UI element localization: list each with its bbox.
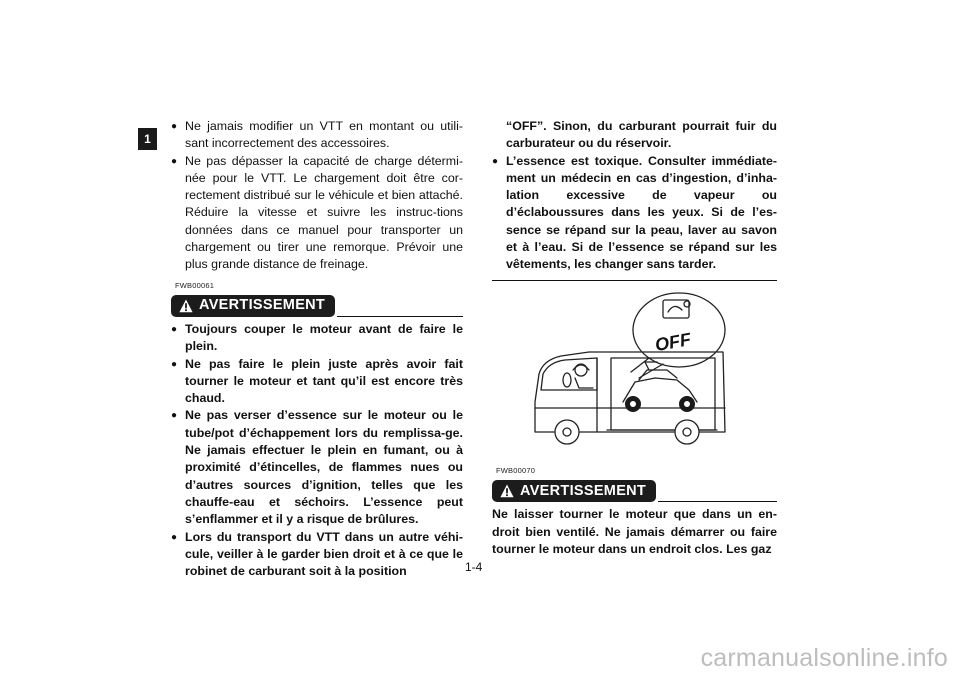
left-column — [171, 118, 463, 580]
warning-bullet-2: ● Ne pas faire le plein juste après avoir fait tourner le moteur et tant qu’il est encore très chaud. — [171, 356, 463, 408]
van-transport-illustration — [527, 290, 731, 454]
bullet-icon: ● — [492, 155, 499, 167]
bullet-icon: ● — [171, 531, 178, 543]
warning-badge: AVERTISSEMENT — [492, 480, 656, 502]
warning-header — [492, 480, 777, 502]
intro-bullet-1: ● Ne jamais modifier un VTT en montant ou utili-sant incorrectement des accessoires. — [171, 118, 463, 153]
bullet-icon: ● — [171, 323, 178, 335]
warning-bullet-4: ● Lors du transport du VTT dans un autre véhi-cule, veiller à le garder bien droit et à ce que le robinet de carburant soit à la position — [171, 529, 463, 581]
warning-bullet-1: ● Toujours couper le moteur avant de faire le plein. — [171, 321, 463, 356]
bullet-continuation: “OFF”. Sinon, du carburant pourrait fuir du carburateur ou du réservoir. — [506, 119, 777, 151]
watermark: carmanualsonline.info — [700, 644, 948, 672]
bullet-icon: ● — [171, 121, 178, 132]
warning-rule — [337, 316, 463, 317]
bullet-icon: ● — [171, 358, 178, 370]
section-end-rule — [492, 280, 777, 281]
warning-badge: AVERTISSEMENT — [171, 295, 335, 317]
warning-code: FWB00070 — [496, 466, 536, 475]
chapter-tab: 1 — [138, 128, 157, 150]
bullet-icon: ● — [171, 410, 178, 422]
warning-header — [171, 295, 463, 317]
page-number: 1-4 — [465, 560, 483, 574]
warning-triangle-icon — [179, 299, 193, 313]
warning-code: FWB00061 — [175, 280, 215, 290]
bullet-icon: ● — [171, 155, 178, 167]
toxicity-bullet: ● L’essence est toxique. Consulter immédiate-ment un médecin en cas d’ingestion, d’inha-lation excessive de vapeur ou d’éclaboussures dans les yeux. Si de l’es-sence se répand sur la peau, laver au savon et à l’eau. Si de l’essence se répand sur les vêtements, les changer sans tarder. — [492, 153, 777, 274]
right-column — [492, 118, 777, 281]
warning-bullet-3: ● Ne pas verser d’essence sur le moteur ou le tube/pot d’échappement lors du remplissa-ge. Ne jamais effectuer le plein en fumant, ou à proximité d’étincelles, de flammes nues ou d’autres sources d’ignition, telles que les chauffe-eau et séchoirs. L’essence peut s’enflammer et il y a risque de brûlures. — [171, 407, 463, 528]
warning-rule — [658, 501, 777, 502]
right-warning-block — [492, 459, 777, 558]
off-label: OFF — [653, 329, 693, 356]
intro-bullet-2: ● Ne pas dépasser la capacité de charge détermi-née pour le VTT. Le chargement doit être cor-rectement distribué sur le véhicule et bien attaché. Réduire la vitesse et suivre les instruc-tions données dans ce manuel pour transporter un chargement ou tirer une remorque. Prévoir une plus grande distance de freinage. — [171, 153, 463, 274]
warning-triangle-icon — [500, 484, 514, 498]
ventilation-warning-text: Ne laisser tourner le moteur que dans un en-droit bien ventilé. Ne jamais démarrer ou faire tourner le moteur dans un endroit clos. Les gaz — [492, 507, 777, 556]
